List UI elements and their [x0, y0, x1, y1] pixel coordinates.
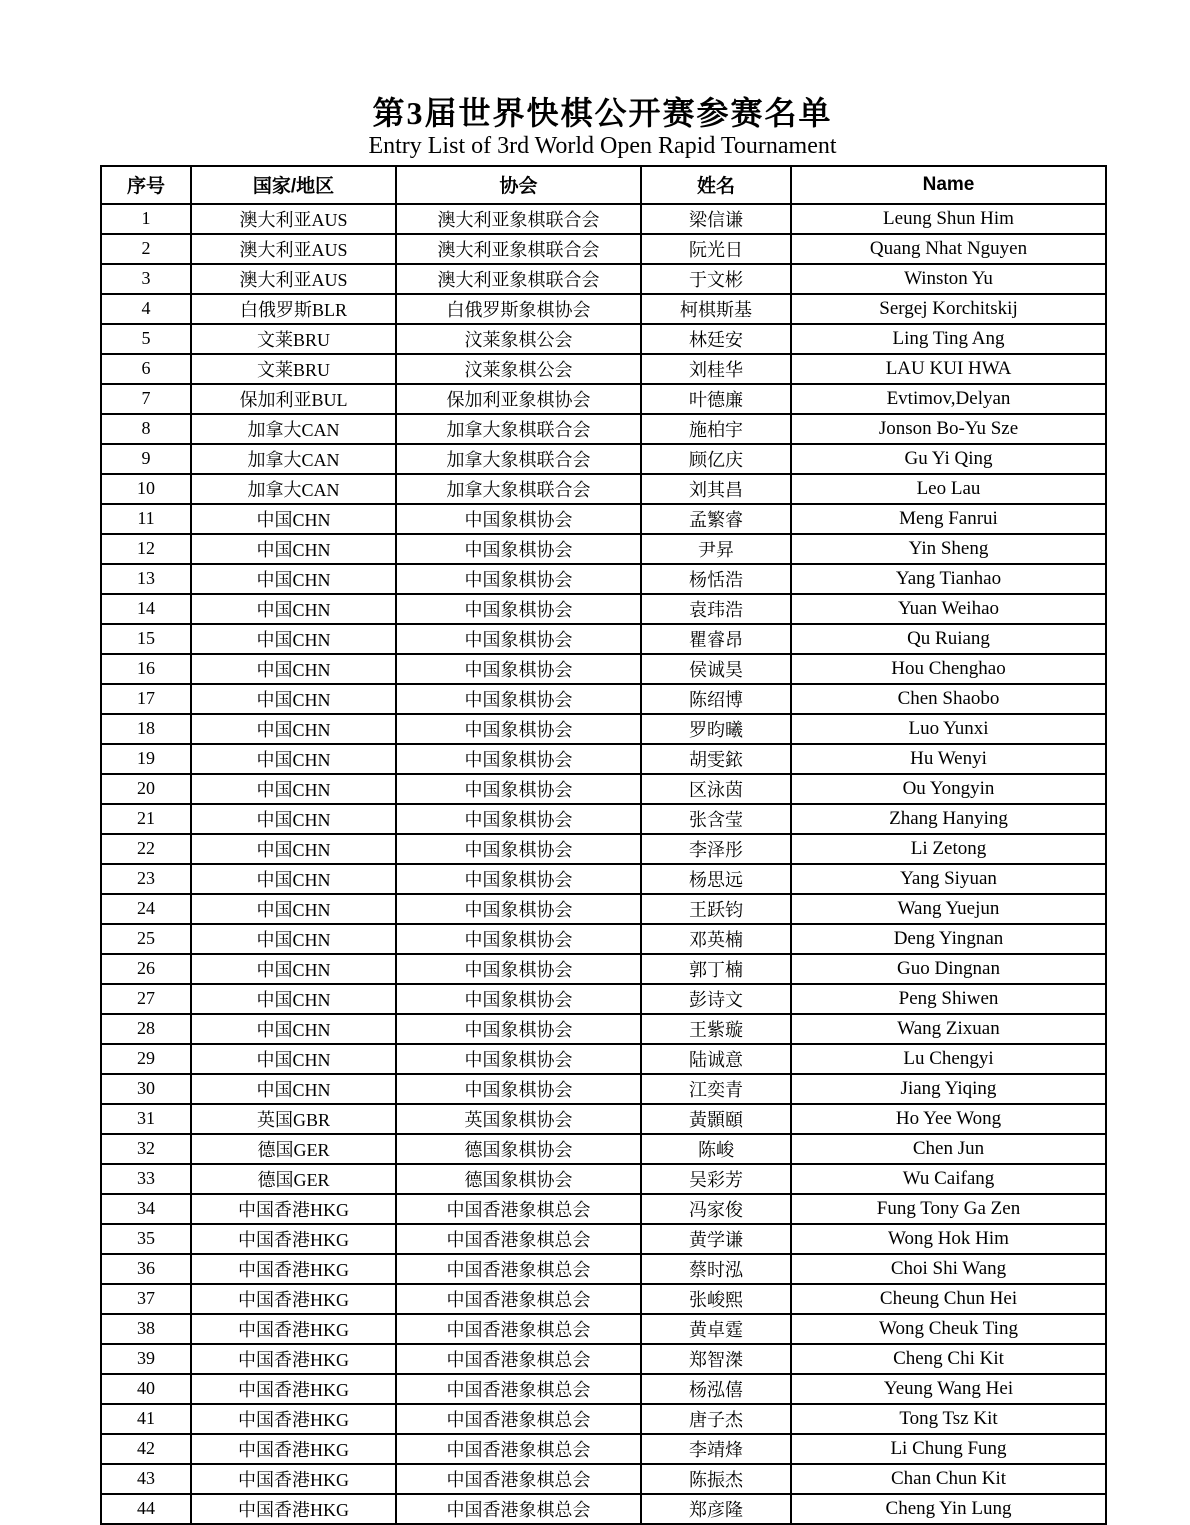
- chinese-name-cell: 刘其昌: [641, 474, 791, 504]
- index-cell: 38: [101, 1314, 191, 1344]
- name-cell: Jonson Bo-Yu Sze: [791, 414, 1106, 444]
- header-index: 序号: [101, 166, 191, 204]
- chinese-name-cell: 孟繁睿: [641, 504, 791, 534]
- chinese-name-cell: 王紫璇: [641, 1014, 791, 1044]
- chinese-name-cell: 侯诚昊: [641, 654, 791, 684]
- index-cell: 34: [101, 1194, 191, 1224]
- table-row: [101, 714, 1106, 744]
- table-row: [101, 624, 1106, 654]
- country-cell: 加拿大CAN: [191, 474, 396, 504]
- country-cell: 中国香港HKG: [191, 1344, 396, 1374]
- association-cell: 中国象棋协会: [396, 714, 641, 744]
- association-cell: 中国香港象棋总会: [396, 1284, 641, 1314]
- name-cell: Chan Chun Kit: [791, 1464, 1106, 1494]
- table-row: [101, 534, 1106, 564]
- association-cell: 中国象棋协会: [396, 924, 641, 954]
- country-cell: 中国香港HKG: [191, 1194, 396, 1224]
- country-cell: 中国CHN: [191, 684, 396, 714]
- association-cell: 中国香港象棋总会: [396, 1224, 641, 1254]
- table-row: [101, 1104, 1106, 1134]
- index-cell: 24: [101, 894, 191, 924]
- chinese-name-cell: 黃顥頤: [641, 1104, 791, 1134]
- index-cell: 13: [101, 564, 191, 594]
- index-cell: 7: [101, 384, 191, 414]
- name-cell: Sergej Korchitskij: [791, 294, 1106, 324]
- index-cell: 10: [101, 474, 191, 504]
- association-cell: 中国香港象棋总会: [396, 1434, 641, 1464]
- chinese-name-cell: 吴彩芳: [641, 1164, 791, 1194]
- chinese-name-cell: 陆诚意: [641, 1044, 791, 1074]
- country-cell: 中国CHN: [191, 1044, 396, 1074]
- country-cell: 中国CHN: [191, 1074, 396, 1104]
- association-cell: 中国象棋协会: [396, 1044, 641, 1074]
- index-cell: 29: [101, 1044, 191, 1074]
- index-cell: 31: [101, 1104, 191, 1134]
- country-cell: 中国CHN: [191, 894, 396, 924]
- name-cell: Yang Tianhao: [791, 564, 1106, 594]
- index-cell: 42: [101, 1434, 191, 1464]
- country-cell: 澳大利亚AUS: [191, 264, 396, 294]
- chinese-name-cell: 李泽彤: [641, 834, 791, 864]
- association-cell: 汶莱象棋公会: [396, 324, 641, 354]
- association-cell: 保加利亚象棋协会: [396, 384, 641, 414]
- chinese-name-cell: 唐子杰: [641, 1404, 791, 1434]
- table-row: [101, 804, 1106, 834]
- index-cell: 12: [101, 534, 191, 564]
- name-cell: Wong Hok Him: [791, 1224, 1106, 1254]
- country-cell: 中国CHN: [191, 984, 396, 1014]
- table-row: [101, 894, 1106, 924]
- country-cell: 中国香港HKG: [191, 1314, 396, 1344]
- chinese-name-cell: 阮光日: [641, 234, 791, 264]
- index-cell: 20: [101, 774, 191, 804]
- chinese-name-cell: 郭丁楠: [641, 954, 791, 984]
- name-cell: Deng Yingnan: [791, 924, 1106, 954]
- chinese-name-cell: 陈峻: [641, 1134, 791, 1164]
- chinese-name-cell: 彭诗文: [641, 984, 791, 1014]
- country-cell: 保加利亚BUL: [191, 384, 396, 414]
- association-cell: 中国香港象棋总会: [396, 1314, 641, 1344]
- country-cell: 德国GER: [191, 1134, 396, 1164]
- index-cell: 15: [101, 624, 191, 654]
- index-cell: 27: [101, 984, 191, 1014]
- name-cell: Quang Nhat Nguyen: [791, 234, 1106, 264]
- table-row: [101, 1404, 1106, 1434]
- name-cell: Yuan Weihao: [791, 594, 1106, 624]
- name-cell: Yin Sheng: [791, 534, 1106, 564]
- table-row: [101, 1464, 1106, 1494]
- index-cell: 5: [101, 324, 191, 354]
- name-cell: LAU KUI HWA: [791, 354, 1106, 384]
- table-row: [101, 354, 1106, 384]
- name-cell: Gu Yi Qing: [791, 444, 1106, 474]
- chinese-name-cell: 郑智滐: [641, 1344, 791, 1374]
- table-row: [101, 414, 1106, 444]
- chinese-name-cell: 袁玮浩: [641, 594, 791, 624]
- index-cell: 26: [101, 954, 191, 984]
- chinese-name-cell: 柯棋斯基: [641, 294, 791, 324]
- header-row: [101, 166, 1106, 204]
- country-cell: 中国CHN: [191, 534, 396, 564]
- name-cell: Ho Yee Wong: [791, 1104, 1106, 1134]
- country-cell: 中国CHN: [191, 834, 396, 864]
- country-cell: 中国香港HKG: [191, 1434, 396, 1464]
- association-cell: 中国香港象棋总会: [396, 1374, 641, 1404]
- entry-table-header: [101, 166, 1106, 204]
- index-cell: 4: [101, 294, 191, 324]
- chinese-name-cell: 邓英楠: [641, 924, 791, 954]
- name-cell: Peng Shiwen: [791, 984, 1106, 1014]
- index-cell: 36: [101, 1254, 191, 1284]
- table-row: [101, 1044, 1106, 1074]
- name-cell: Tong Tsz Kit: [791, 1404, 1106, 1434]
- association-cell: 中国香港象棋总会: [396, 1254, 641, 1284]
- name-cell: Luo Yunxi: [791, 714, 1106, 744]
- index-cell: 1: [101, 204, 191, 234]
- name-cell: Ou Yongyin: [791, 774, 1106, 804]
- table-row: [101, 1224, 1106, 1254]
- name-cell: Hu Wenyi: [791, 744, 1106, 774]
- country-cell: 中国香港HKG: [191, 1224, 396, 1254]
- association-cell: 中国象棋协会: [396, 624, 641, 654]
- chinese-name-cell: 胡雯銥: [641, 744, 791, 774]
- association-cell: 中国象棋协会: [396, 564, 641, 594]
- country-cell: 中国CHN: [191, 744, 396, 774]
- name-cell: Fung Tony Ga Zen: [791, 1194, 1106, 1224]
- table-row: [101, 564, 1106, 594]
- country-cell: 中国CHN: [191, 564, 396, 594]
- chinese-name-cell: 罗昀曦: [641, 714, 791, 744]
- chinese-name-cell: 陈振杰: [641, 1464, 791, 1494]
- table-row: [101, 744, 1106, 774]
- table-row: [101, 474, 1106, 504]
- table-row: [101, 1494, 1106, 1524]
- chinese-name-cell: 李靖烽: [641, 1434, 791, 1464]
- chinese-name-cell: 杨恬浩: [641, 564, 791, 594]
- table-row: [101, 1374, 1106, 1404]
- chinese-name-cell: 杨思远: [641, 864, 791, 894]
- name-cell: Zhang Hanying: [791, 804, 1106, 834]
- association-cell: 中国象棋协会: [396, 744, 641, 774]
- table-row: [101, 924, 1106, 954]
- name-cell: Yeung Wang Hei: [791, 1374, 1106, 1404]
- chinese-name-cell: 施柏宇: [641, 414, 791, 444]
- association-cell: 澳大利亚象棋联合会: [396, 264, 641, 294]
- chinese-name-cell: 陈绍博: [641, 684, 791, 714]
- chinese-name-cell: 区泳茵: [641, 774, 791, 804]
- name-cell: Ling Ting Ang: [791, 324, 1106, 354]
- table-row: [101, 1164, 1106, 1194]
- country-cell: 中国CHN: [191, 594, 396, 624]
- name-cell: Evtimov,Delyan: [791, 384, 1106, 414]
- index-cell: 44: [101, 1494, 191, 1524]
- association-cell: 中国象棋协会: [396, 1014, 641, 1044]
- country-cell: 加拿大CAN: [191, 444, 396, 474]
- country-cell: 中国香港HKG: [191, 1254, 396, 1284]
- chinese-name-cell: 黄学谦: [641, 1224, 791, 1254]
- name-cell: Winston Yu: [791, 264, 1106, 294]
- table-row: [101, 1314, 1106, 1344]
- index-cell: 8: [101, 414, 191, 444]
- country-cell: 中国CHN: [191, 714, 396, 744]
- table-row: [101, 324, 1106, 354]
- index-cell: 35: [101, 1224, 191, 1254]
- association-cell: 中国香港象棋总会: [396, 1194, 641, 1224]
- name-cell: Leo Lau: [791, 474, 1106, 504]
- chinese-name-cell: 刘桂华: [641, 354, 791, 384]
- association-cell: 中国香港象棋总会: [396, 1404, 641, 1434]
- entry-table-body: [101, 204, 1106, 1524]
- association-cell: 中国象棋协会: [396, 594, 641, 624]
- association-cell: 中国象棋协会: [396, 954, 641, 984]
- index-cell: 9: [101, 444, 191, 474]
- table-row: [101, 1284, 1106, 1314]
- name-cell: Lu Chengyi: [791, 1044, 1106, 1074]
- association-cell: 中国象棋协会: [396, 804, 641, 834]
- table-row: [101, 504, 1106, 534]
- index-cell: 32: [101, 1134, 191, 1164]
- chinese-name-cell: 冯家俊: [641, 1194, 791, 1224]
- chinese-name-cell: 王跃钧: [641, 894, 791, 924]
- table-row: [101, 1194, 1106, 1224]
- country-cell: 中国香港HKG: [191, 1494, 396, 1524]
- country-cell: 中国CHN: [191, 924, 396, 954]
- chinese-name-cell: 瞿睿昂: [641, 624, 791, 654]
- association-cell: 中国象棋协会: [396, 984, 641, 1014]
- index-cell: 11: [101, 504, 191, 534]
- name-cell: Yang Siyuan: [791, 864, 1106, 894]
- table-row: [101, 294, 1106, 324]
- association-cell: 加拿大象棋联合会: [396, 444, 641, 474]
- association-cell: 中国象棋协会: [396, 654, 641, 684]
- country-cell: 中国CHN: [191, 774, 396, 804]
- table-row: [101, 1344, 1106, 1374]
- association-cell: 汶莱象棋公会: [396, 354, 641, 384]
- index-cell: 25: [101, 924, 191, 954]
- table-row: [101, 1074, 1106, 1104]
- name-cell: Leung Shun Him: [791, 204, 1106, 234]
- index-cell: 43: [101, 1464, 191, 1494]
- table-row: [101, 444, 1106, 474]
- association-cell: 中国香港象棋总会: [396, 1494, 641, 1524]
- index-cell: 37: [101, 1284, 191, 1314]
- chinese-name-cell: 张含莹: [641, 804, 791, 834]
- country-cell: 德国GER: [191, 1164, 396, 1194]
- country-cell: 中国CHN: [191, 654, 396, 684]
- association-cell: 德国象棋协会: [396, 1164, 641, 1194]
- index-cell: 19: [101, 744, 191, 774]
- table-row: [101, 264, 1106, 294]
- index-cell: 2: [101, 234, 191, 264]
- page-subtitle: Entry List of 3rd World Open Rapid Tournament: [368, 132, 837, 159]
- name-cell: Wong Cheuk Ting: [791, 1314, 1106, 1344]
- country-cell: 中国CHN: [191, 804, 396, 834]
- name-cell: Hou Chenghao: [791, 654, 1106, 684]
- country-cell: 英国GBR: [191, 1104, 396, 1134]
- chinese-name-cell: 张峻熙: [641, 1284, 791, 1314]
- chinese-name-cell: 黄卓霆: [641, 1314, 791, 1344]
- association-cell: 英国象棋协会: [396, 1104, 641, 1134]
- association-cell: 中国象棋协会: [396, 894, 641, 924]
- country-cell: 加拿大CAN: [191, 414, 396, 444]
- index-cell: 14: [101, 594, 191, 624]
- country-cell: 中国CHN: [191, 1014, 396, 1044]
- table-row: [101, 654, 1106, 684]
- association-cell: 中国象棋协会: [396, 834, 641, 864]
- table-row: [101, 1014, 1106, 1044]
- index-cell: 18: [101, 714, 191, 744]
- name-cell: Li Zetong: [791, 834, 1106, 864]
- index-cell: 39: [101, 1344, 191, 1374]
- chinese-name-cell: 江奕青: [641, 1074, 791, 1104]
- country-cell: 中国CHN: [191, 504, 396, 534]
- table-row: [101, 684, 1106, 714]
- table-row: [101, 984, 1106, 1014]
- name-cell: Meng Fanrui: [791, 504, 1106, 534]
- name-cell: Wang Zixuan: [791, 1014, 1106, 1044]
- country-cell: 中国香港HKG: [191, 1464, 396, 1494]
- chinese-name-cell: 梁信谦: [641, 204, 791, 234]
- name-cell: Li Chung Fung: [791, 1434, 1106, 1464]
- table-row: [101, 204, 1106, 234]
- page-title: 第3届世界快棋公开赛参赛名单: [372, 95, 833, 131]
- association-cell: 中国象棋协会: [396, 504, 641, 534]
- association-cell: 中国象棋协会: [396, 864, 641, 894]
- index-cell: 28: [101, 1014, 191, 1044]
- association-cell: 中国象棋协会: [396, 684, 641, 714]
- country-cell: 中国CHN: [191, 954, 396, 984]
- association-cell: 中国香港象棋总会: [396, 1464, 641, 1494]
- chinese-name-cell: 林廷安: [641, 324, 791, 354]
- table-row: [101, 864, 1106, 894]
- association-cell: 澳大利亚象棋联合会: [396, 234, 641, 264]
- name-cell: Cheung Chun Hei: [791, 1284, 1106, 1314]
- index-cell: 17: [101, 684, 191, 714]
- association-cell: 白俄罗斯象棋协会: [396, 294, 641, 324]
- index-cell: 21: [101, 804, 191, 834]
- chinese-name-cell: 顾亿庆: [641, 444, 791, 474]
- country-cell: 文莱BRU: [191, 354, 396, 384]
- name-cell: Cheng Chi Kit: [791, 1344, 1106, 1374]
- country-cell: 澳大利亚AUS: [191, 234, 396, 264]
- association-cell: 澳大利亚象棋联合会: [396, 204, 641, 234]
- name-cell: Cheng Yin Lung: [791, 1494, 1106, 1524]
- country-cell: 中国CHN: [191, 864, 396, 894]
- association-cell: 加拿大象棋联合会: [396, 414, 641, 444]
- chinese-name-cell: 于文彬: [641, 264, 791, 294]
- table-row: [101, 774, 1106, 804]
- header-name: Name: [791, 166, 1106, 204]
- table-row: [101, 1134, 1106, 1164]
- index-cell: 16: [101, 654, 191, 684]
- chinese-name-cell: 蔡时泓: [641, 1254, 791, 1284]
- name-cell: Qu Ruiang: [791, 624, 1106, 654]
- chinese-name-cell: 叶德廉: [641, 384, 791, 414]
- entry-table: [100, 165, 1107, 1525]
- table-row: [101, 954, 1106, 984]
- header-association: 协会: [396, 166, 641, 204]
- chinese-name-cell: 尹昇: [641, 534, 791, 564]
- index-cell: 3: [101, 264, 191, 294]
- chinese-name-cell: 郑彦隆: [641, 1494, 791, 1524]
- table-row: [101, 1434, 1106, 1464]
- name-cell: Chen Jun: [791, 1134, 1106, 1164]
- name-cell: Wu Caifang: [791, 1164, 1106, 1194]
- index-cell: 40: [101, 1374, 191, 1404]
- index-cell: 41: [101, 1404, 191, 1434]
- table-row: [101, 594, 1106, 624]
- header-country: 国家/地区: [191, 166, 396, 204]
- association-cell: 德国象棋协会: [396, 1134, 641, 1164]
- index-cell: 33: [101, 1164, 191, 1194]
- country-cell: 中国香港HKG: [191, 1284, 396, 1314]
- name-cell: Chen Shaobo: [791, 684, 1106, 714]
- country-cell: 中国CHN: [191, 624, 396, 654]
- country-cell: 中国香港HKG: [191, 1404, 396, 1434]
- country-cell: 中国香港HKG: [191, 1374, 396, 1404]
- header-chinese-name: 姓名: [641, 166, 791, 204]
- index-cell: 30: [101, 1074, 191, 1104]
- association-cell: 中国象棋协会: [396, 1074, 641, 1104]
- index-cell: 6: [101, 354, 191, 384]
- index-cell: 23: [101, 864, 191, 894]
- name-cell: Jiang Yiqing: [791, 1074, 1106, 1104]
- name-cell: Choi Shi Wang: [791, 1254, 1106, 1284]
- country-cell: 澳大利亚AUS: [191, 204, 396, 234]
- table-row: [101, 1254, 1106, 1284]
- name-cell: Wang Yuejun: [791, 894, 1106, 924]
- association-cell: 加拿大象棋联合会: [396, 474, 641, 504]
- name-cell: Guo Dingnan: [791, 954, 1106, 984]
- association-cell: 中国香港象棋总会: [396, 1344, 641, 1374]
- association-cell: 中国象棋协会: [396, 774, 641, 804]
- index-cell: 22: [101, 834, 191, 864]
- country-cell: 白俄罗斯BLR: [191, 294, 396, 324]
- table-row: [101, 234, 1106, 264]
- country-cell: 文莱BRU: [191, 324, 396, 354]
- chinese-name-cell: 杨泓僖: [641, 1374, 791, 1404]
- association-cell: 中国象棋协会: [396, 534, 641, 564]
- table-row: [101, 384, 1106, 414]
- table-row: [101, 834, 1106, 864]
